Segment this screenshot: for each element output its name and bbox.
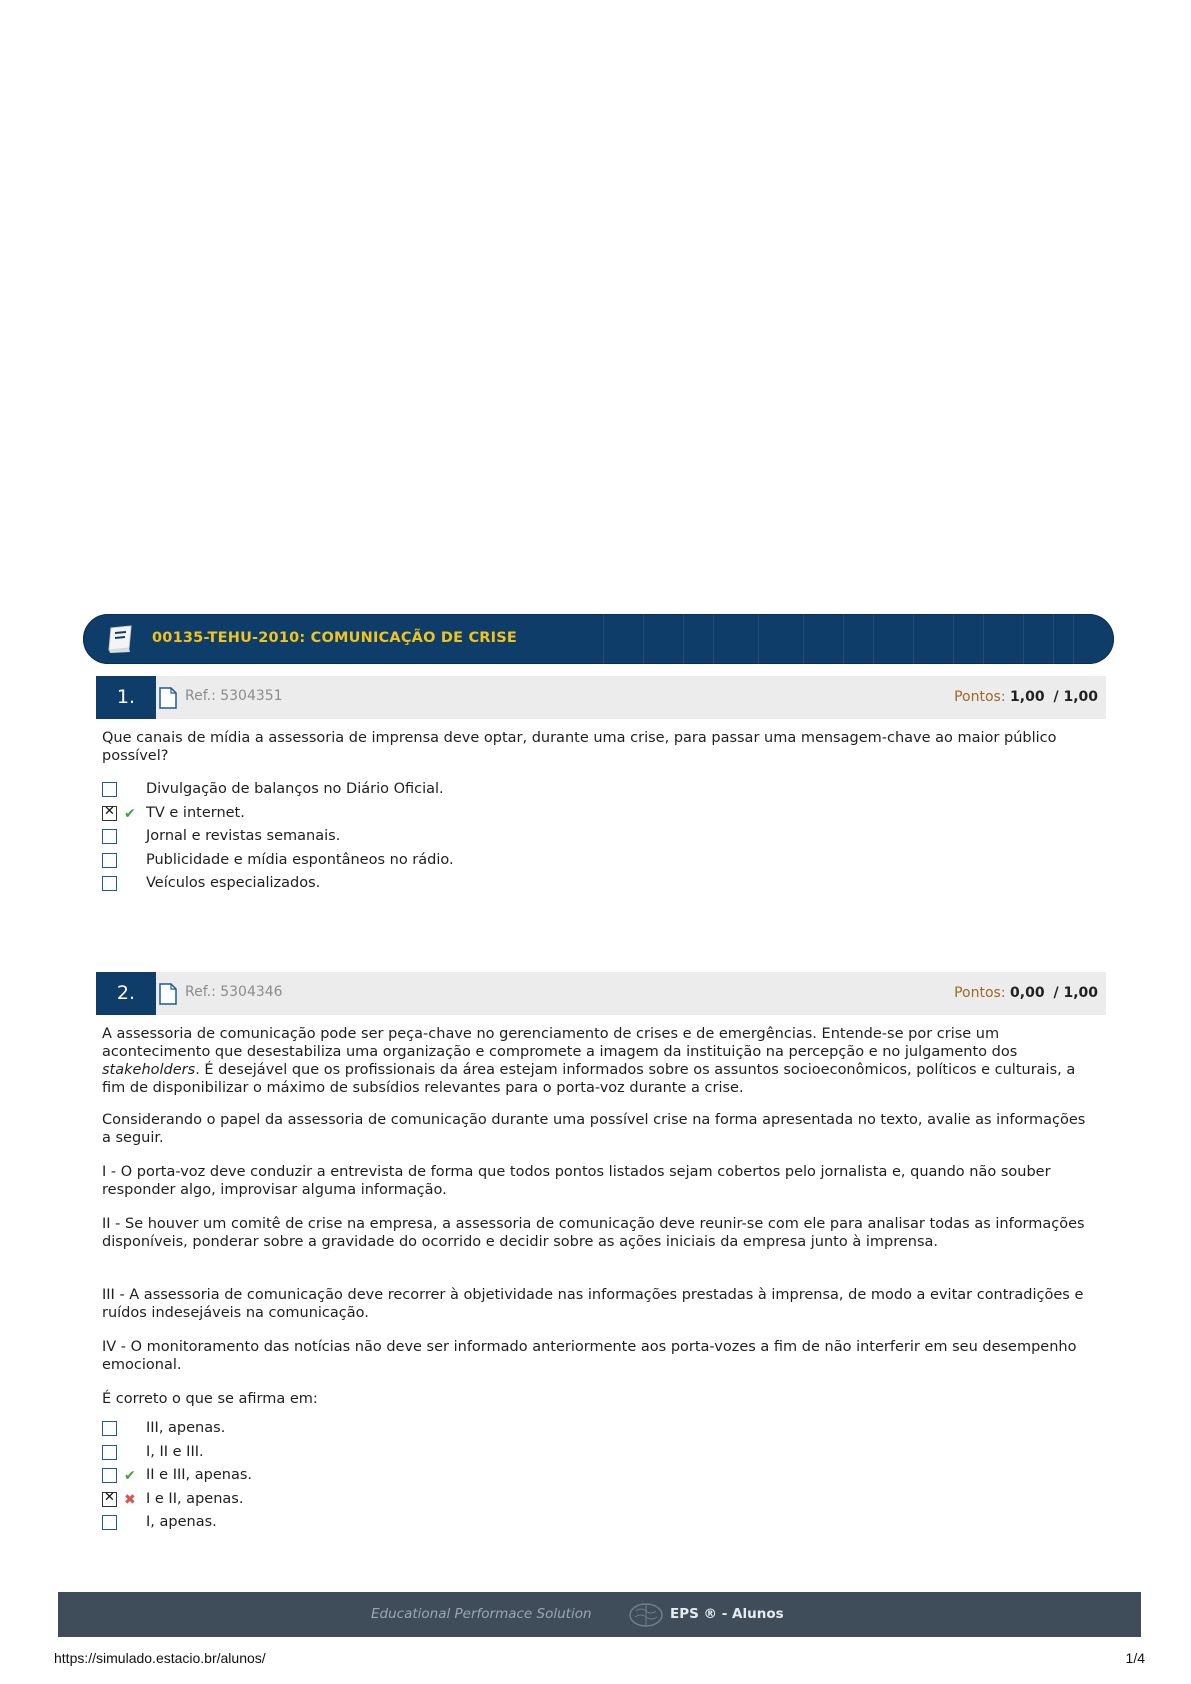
question-score: Pontos: 0,00 / 1,00 [954, 985, 1098, 1001]
footer-tagline: Educational Performace Solution [371, 1606, 592, 1622]
document-icon [158, 983, 178, 1005]
answer-option[interactable] [102, 1491, 602, 1513]
statement-item-4: IV - O monitoramento das notícias não deve ser informado anteriormente aos porta-vozes a fim de não interferir em seu desempenho emocional. [102, 1339, 1077, 1373]
answer-label: I, II e III. [146, 1443, 204, 1460]
answer-label: Publicidade e mídia espontâneos no rádio. [146, 851, 454, 868]
answer-checkbox[interactable] [102, 829, 117, 844]
answer-checkbox[interactable] [102, 1492, 117, 1507]
answer-checkbox[interactable] [102, 1468, 117, 1483]
answer-label: I e II, apenas. [146, 1490, 244, 1507]
answer-label: Jornal e revistas semanais. [146, 828, 341, 844]
course-title: 00135-TEHU-2010: COMUNICAÇÃO DE CRISE [152, 630, 518, 646]
answer-option[interactable] [102, 1467, 602, 1489]
footer-bar [58, 1592, 1141, 1637]
answer-label: I, apenas. [146, 1514, 217, 1530]
answer-option[interactable] [102, 1444, 602, 1466]
statement-item-3: III - A assessoria de comunicação deve recorrer à objetividade nas informações prestadas à imprensa, de modo a evitar contradições e ruídos indesejáveis na comunicação. [102, 1287, 1084, 1321]
question-ref: Ref.: 5304351 [185, 688, 283, 704]
footer-brand: EPS ® - Alunos [670, 1606, 784, 1622]
answer-checkbox[interactable] [102, 876, 117, 891]
question-statement: A assessoria de comunicação pode ser peça-chave no gerenciamento de crises e de emergências. Entende-se por crise um acontecimento que desestabiliza uma organização e compromete a imagem da instituição na percepção e no julgamento dos stakeholders. É desejável que os profissionais da área estejam informados sobre os assuntos socioeconômicos, políticos e culturais, a fim de disponibilizar o máximo de subsídios relevantes para o porta-voz durante a crise. [102, 1026, 1076, 1096]
answer-option[interactable] [102, 1514, 602, 1536]
question-paragraph: Considerando o papel da assessoria de comunicação durante uma possível crise na forma apresentada no texto, avalie as informações a seguir. [102, 1112, 1086, 1146]
answer-label: Divulgação de balanços no Diário Oficial. [146, 781, 444, 797]
question-prompt: É correto o que se afirma em: [102, 1391, 318, 1407]
answer-label: II e III, apenas. [146, 1467, 252, 1483]
answer-option[interactable] [102, 805, 602, 827]
answer-label: TV e internet. [146, 804, 245, 821]
answer-checkbox[interactable] [102, 1421, 117, 1436]
answer-checkbox[interactable] [102, 1515, 117, 1530]
correct-check-icon: ✔ [124, 1468, 136, 1484]
wrong-x-icon: ✖ [124, 1491, 136, 1508]
course-banner [83, 614, 1114, 664]
answer-option[interactable] [102, 875, 602, 897]
statement-item-2: II - Se houver um comitê de crise na empresa, a assessoria de comunicação deve reunir-se com ele para analisar todas as informações disponíveis, ponderar sobre a gravidade do ocorrido e decidir sobre as ações iniciais da empresa junto à imprensa. [102, 1216, 1085, 1250]
page-number: 1/4 [1125, 1650, 1145, 1666]
answer-checkbox[interactable] [102, 853, 117, 868]
answer-option[interactable] [102, 852, 602, 874]
answer-checkbox[interactable] [102, 806, 117, 821]
brain-icon [628, 1601, 664, 1629]
answer-checkbox[interactable] [102, 782, 117, 797]
answer-option[interactable] [102, 781, 602, 803]
correct-check-icon: ✔ [124, 805, 136, 822]
answer-label: III, apenas. [146, 1420, 226, 1436]
question-header [96, 676, 1106, 719]
statement-item-1: I - O porta-voz deve conduzir a entrevista de forma que todos pontos listados sejam cobertos pelo jornalista e, quando não souber responder algo, improvisar alguma informação. [102, 1164, 1051, 1198]
answer-label: Veículos especializados. [146, 875, 321, 891]
question-score: Pontos: 1,00 / 1,00 [954, 689, 1098, 705]
book-icon [105, 624, 137, 654]
document-icon [158, 687, 178, 709]
question-number: 2. [96, 972, 156, 1015]
question-ref: Ref.: 5304346 [185, 984, 283, 1000]
answer-checkbox[interactable] [102, 1445, 117, 1460]
banner-decoration [603, 614, 1054, 664]
question-header [96, 972, 1106, 1015]
question-number: 1. [96, 676, 156, 719]
print-url: https://simulado.estacio.br/alunos/ [54, 1650, 266, 1666]
question-statement: Que canais de mídia a assessoria de imprensa deve optar, durante uma crise, para passar uma mensagem-chave ao maior público possível? [102, 730, 1057, 764]
answer-option[interactable] [102, 1420, 602, 1442]
answer-option[interactable] [102, 828, 602, 850]
